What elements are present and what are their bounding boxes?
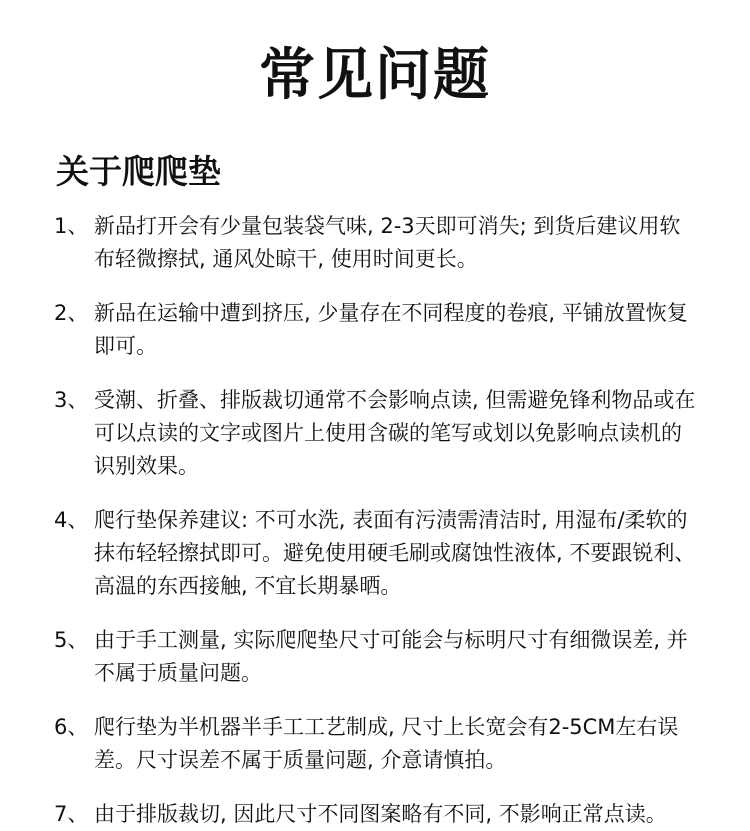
- faq-item-text: 新品打开会有少量包装袋气味, 2-3天即可消失; 到货后建议用软布轻微擦拭, 通风处晾干, 使用时间更长。: [94, 214, 681, 271]
- faq-item-text: 受潮、折叠、排版裁切通常不会影响点读, 但需避免锋利物品或在可以点读的文字或图片上使用含碳的笔写或划以免影响点读机的识别效果。: [94, 388, 696, 478]
- faq-item-number: 6、: [54, 715, 89, 739]
- faq-item-6: [52, 711, 698, 777]
- faq-list: [52, 210, 698, 831]
- faq-item-text: 由于排版裁切, 因此尺寸不同图案略有不同, 不影响正常点读。: [94, 802, 667, 826]
- faq-item-text: 新品在运输中遭到挤压, 少量存在不同程度的卷痕, 平铺放置恢复即可。: [94, 301, 688, 358]
- faq-item-text: 由于手工测量, 实际爬爬垫尺寸可能会与标明尺寸有细微误差, 并不属于质量问题。: [94, 628, 688, 685]
- faq-item-number: 4、: [54, 508, 89, 532]
- faq-item-text: 爬行垫保养建议: 不可水洗, 表面有污渍需清洁时, 用湿布/柔软的抹布轻轻擦拭即可。避免使用硬毛刷或腐蚀性液体, 不要跟锐利、高温的东西接触, 不宜长期暴晒。: [94, 508, 696, 598]
- section-title: 关于爬爬垫: [56, 152, 221, 191]
- faq-item-text: 爬行垫为半机器半手工工艺制成, 尺寸上长宽会有2-5CM左右误差。尺寸误差不属于质量问题, 介意请慎拍。: [94, 715, 679, 772]
- faq-item-5: [52, 624, 698, 690]
- faq-item-1: [52, 210, 698, 276]
- faq-item-2: [52, 297, 698, 363]
- faq-item-number: 1、: [54, 214, 89, 238]
- faq-item-number: 2、: [54, 301, 89, 325]
- faq-item-number: 5、: [54, 628, 89, 652]
- faq-item-number: 3、: [54, 388, 89, 412]
- faq-item-4: [52, 504, 698, 603]
- page-title: 常见问题: [259, 43, 491, 108]
- faq-item-7: [52, 798, 698, 831]
- faq-item-3: [52, 384, 698, 483]
- faq-item-number: 7、: [54, 802, 89, 826]
